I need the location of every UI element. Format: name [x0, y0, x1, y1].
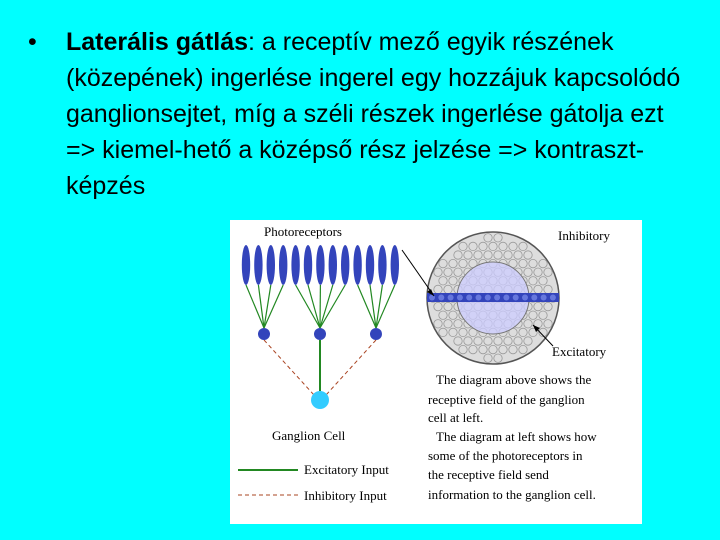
caption-line: receptive field of the ganglion	[428, 392, 585, 407]
photoreceptors-label: Photoreceptors	[264, 224, 342, 239]
receptor-wire	[296, 285, 320, 328]
strip-dot	[466, 295, 472, 301]
strip-dot	[485, 295, 491, 301]
bullet-text	[66, 24, 698, 204]
photoreceptor-rod	[316, 245, 324, 285]
bullet-block	[28, 24, 698, 204]
caption-line: information to the ganglion cell.	[428, 487, 596, 502]
legend-excitatory-label: Excitatory Input	[304, 462, 389, 477]
photoreceptor-rod	[267, 245, 275, 285]
photoreceptor-rod	[304, 245, 312, 285]
photoreceptor-rod	[378, 245, 386, 285]
photoreceptor-row	[242, 245, 399, 285]
center-bipolar-node	[314, 328, 326, 340]
right-bipolar-node	[370, 328, 382, 340]
bullet-dot: •	[28, 28, 37, 56]
strip-dot	[550, 295, 556, 301]
photoreceptor-rod	[391, 245, 399, 285]
connection-lines	[246, 285, 395, 395]
ganglion-cell	[311, 391, 329, 409]
photoreceptor-rod	[279, 245, 287, 285]
caption-line: cell at left.	[428, 410, 484, 425]
strip-dot	[513, 295, 519, 301]
receptor-wire	[320, 285, 345, 328]
caption-line: some of the photoreceptors in	[428, 448, 583, 463]
strip-dot	[531, 295, 537, 301]
photoreceptor-rod	[341, 245, 349, 285]
photoreceptor-rod	[254, 245, 262, 285]
caption-line: The diagram at left shows how	[436, 429, 597, 444]
left-bipolar-node	[258, 328, 270, 340]
strip-dot	[438, 295, 444, 301]
receptor-wire	[308, 285, 320, 328]
strip-dot	[448, 295, 454, 301]
photoreceptor-rod	[366, 245, 374, 285]
strip-dot	[494, 295, 500, 301]
arrow-to-strip	[402, 250, 434, 296]
receptor-wire	[320, 285, 333, 328]
caption	[428, 372, 597, 502]
strip-dot	[476, 295, 482, 301]
figure-svg	[230, 220, 642, 524]
photoreceptor-rod	[291, 245, 299, 285]
strip-dot	[522, 295, 528, 301]
term: Laterális gátlás	[66, 28, 249, 56]
receptor-strip	[427, 293, 559, 302]
legend-inhibitory-label: Inhibitory Input	[304, 488, 387, 503]
photoreceptor-rod	[242, 245, 250, 285]
photoreceptor-rod	[329, 245, 337, 285]
caption-line: The diagram above shows the	[436, 372, 592, 387]
photoreceptor-rod	[353, 245, 361, 285]
strip-dot	[457, 295, 463, 301]
definition: : a receptív mező egyik részének (közepének) ingerlése ingerel egy hozzájuk kapcsolódó ganglionsejtet, míg a széli részek ingerlése gátolja ezt => kiemel-hető a középső rész jelzése => kontraszt-képzés	[66, 28, 681, 200]
strip-dot	[503, 295, 509, 301]
inhibitory-label: Inhibitory	[558, 228, 610, 243]
inhibitory-connection-left	[264, 340, 314, 395]
receptive-field-figure	[230, 220, 642, 524]
ganglion-cell-label: Ganglion Cell	[272, 428, 346, 443]
inhibitory-connection-right	[326, 340, 376, 395]
caption-line: the receptive field send	[428, 467, 549, 482]
strip-dot	[541, 295, 547, 301]
excitatory-label: Excitatory	[552, 344, 607, 359]
